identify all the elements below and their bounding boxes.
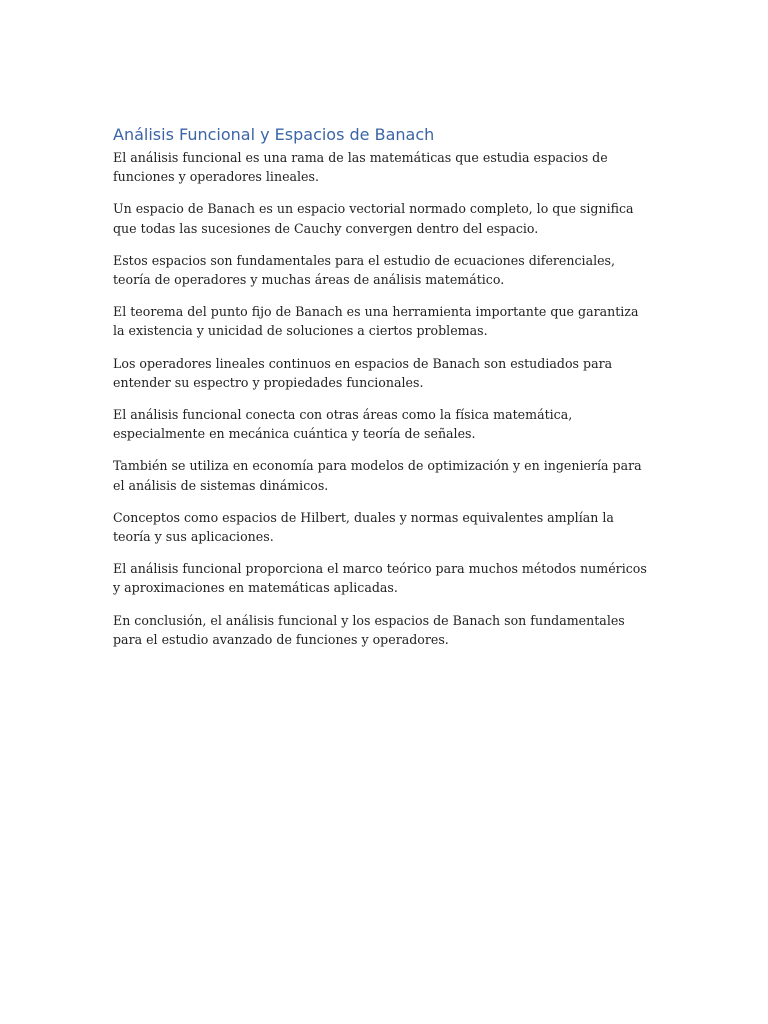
paragraph: El análisis funcional es una rama de las matemáticas que estudia espacios de funciones y operadores lineales. — [113, 150, 608, 185]
paragraph: El análisis funcional conecta con otras áreas como la física matemática, especialmente en mecánica cuántica y teoría de señales. — [113, 407, 573, 442]
paragraph: Un espacio de Banach es un espacio vectorial normado completo, lo que significa que todas las sucesiones de Cauchy convergen dentro del espacio. — [113, 201, 634, 236]
paragraph: También se utiliza en economía para modelos de optimización y en ingeniería para el análisis de sistemas dinámicos. — [113, 458, 642, 493]
paragraph: En conclusión, el análisis funcional y los espacios de Banach son fundamentales para el estudio avanzado de funciones y operadores. — [113, 612, 625, 647]
paragraph: Estos espacios son fundamentales para el estudio de ecuaciones diferenciales, teoría de operadores y muchas áreas de análisis matemático. — [113, 252, 616, 288]
paragraph: Conceptos como espacios de Hilbert, duales y normas equivalentes amplían la teoría y sus aplicaciones. — [113, 509, 614, 545]
paragraph: El análisis funcional proporciona el marco teórico para muchos métodos numéricos y aproximaciones en matemáticas aplicadas. — [113, 561, 647, 596]
paragraph: El teorema del punto fijo de Banach es una herramienta importante que garantiza la existencia y unicidad de soluciones a ciertos problemas. — [113, 304, 639, 339]
document-body — [113, 124, 653, 662]
paragraph: Los operadores lineales continuos en espacios de Banach son estudiados para entender su espectro y propiedades funcionales. — [113, 355, 613, 390]
document-title: Análisis Funcional y Espacios de Banach — [113, 125, 435, 144]
